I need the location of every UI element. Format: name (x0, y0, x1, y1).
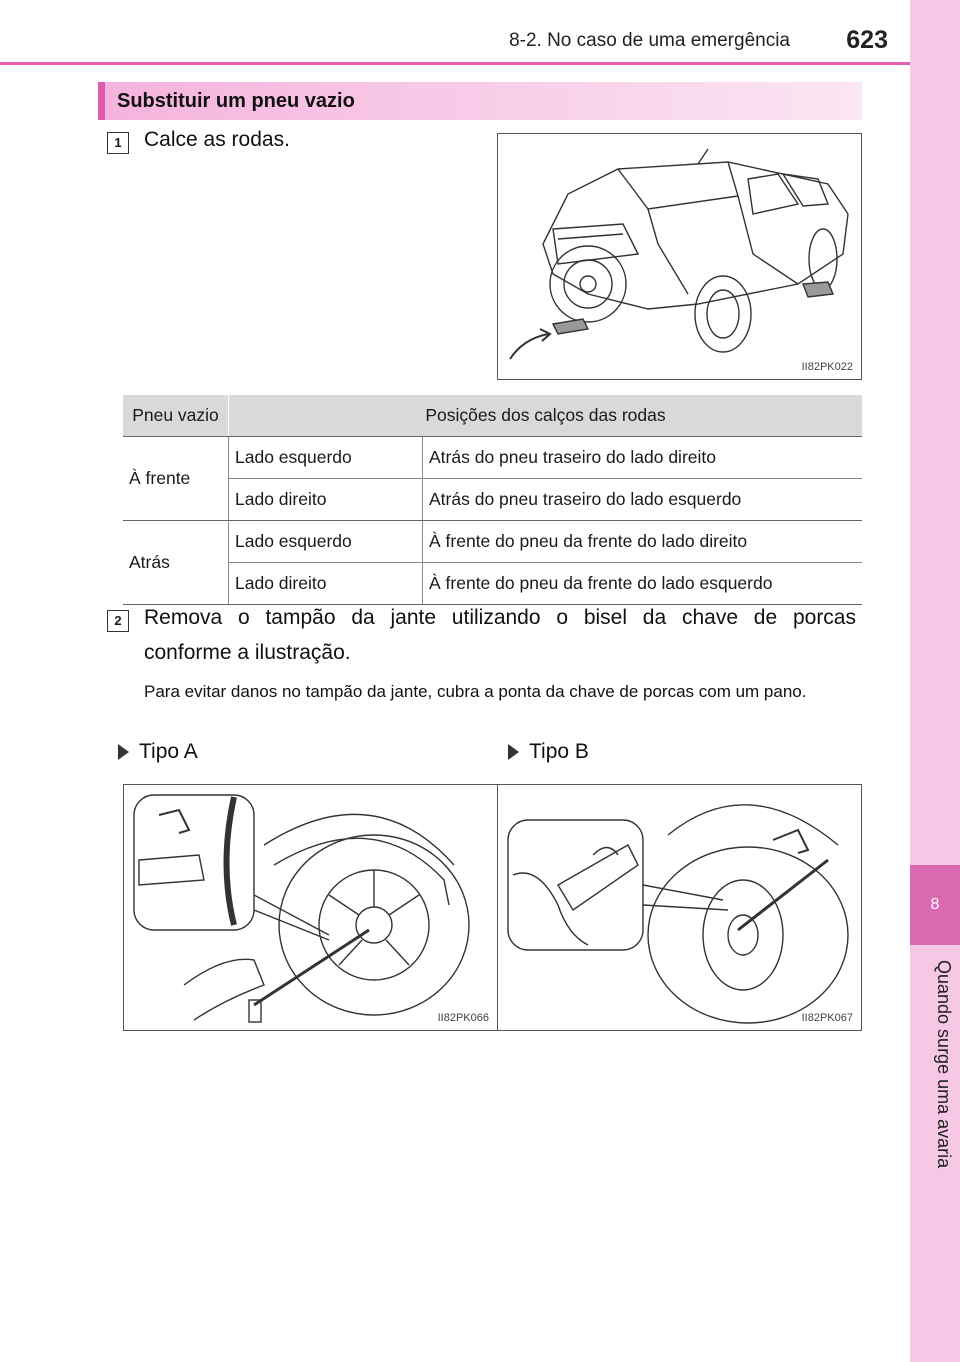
section-title-bar (98, 82, 862, 120)
table-header-flat-tire: Pneu vazio (123, 395, 229, 437)
type-b-heading (508, 740, 589, 764)
truck-drawing (498, 134, 860, 378)
step-2-text-line-1: Remova o tampão da jante utilizando o bisel da chave de porcas (144, 606, 856, 629)
table-cell-side: Lado direito (229, 563, 423, 605)
table-cell-position: Atrás do pneu traseiro do lado direito (423, 437, 863, 479)
step-number-2: 2 (107, 610, 129, 632)
wheel-chock-table (123, 395, 862, 605)
step-2-note: Para evitar danos no tampão da jante, cubra a ponta da chave de porcas com um pano. (144, 682, 807, 701)
type-b-illustration (497, 784, 862, 1031)
type-a-illustration (123, 784, 498, 1031)
truck-figure-code: II82PK022 (801, 361, 853, 373)
chapter-title: Quando surge uma avaria (934, 960, 954, 1169)
table-group-label: À frente (123, 437, 229, 521)
triangle-bullet-icon (508, 744, 519, 760)
type-a-figure-code: II82PK066 (437, 1012, 489, 1024)
step-number-1: 1 (107, 132, 129, 154)
table-cell-position: Atrás do pneu traseiro do lado esquerdo (423, 479, 863, 521)
type-b-label: Tipo B (529, 740, 589, 763)
type-b-drawing (498, 785, 860, 1029)
section-title: Substituir um pneu vazio (117, 90, 355, 112)
table-group-label: Atrás (123, 521, 229, 605)
truck-illustration (497, 133, 862, 380)
table-cell-position: À frente do pneu da frente do lado esquerdo (423, 563, 863, 605)
type-b-figure-code: II82PK067 (801, 1012, 853, 1024)
table-cell-side: Lado esquerdo (229, 437, 423, 479)
table-header-chock-positions: Posições dos calços das rodas (229, 395, 863, 437)
step-1-text: Calce as rodas. (144, 128, 290, 151)
step-2-text-line-2: conforme a ilustração. (144, 641, 351, 664)
page-number: 623 (846, 26, 888, 54)
table-cell-side: Lado esquerdo (229, 521, 423, 563)
type-a-drawing (124, 785, 496, 1029)
type-a-label: Tipo A (139, 740, 198, 763)
type-a-heading (118, 740, 198, 764)
table-cell-position: À frente do pneu da frente do lado direito (423, 521, 863, 563)
chapter-number: 8 (930, 896, 940, 913)
triangle-bullet-icon (118, 744, 129, 760)
header-divider (0, 62, 910, 65)
table-cell-side: Lado direito (229, 479, 423, 521)
section-label: 8-2. No caso de uma emergência (509, 30, 790, 51)
